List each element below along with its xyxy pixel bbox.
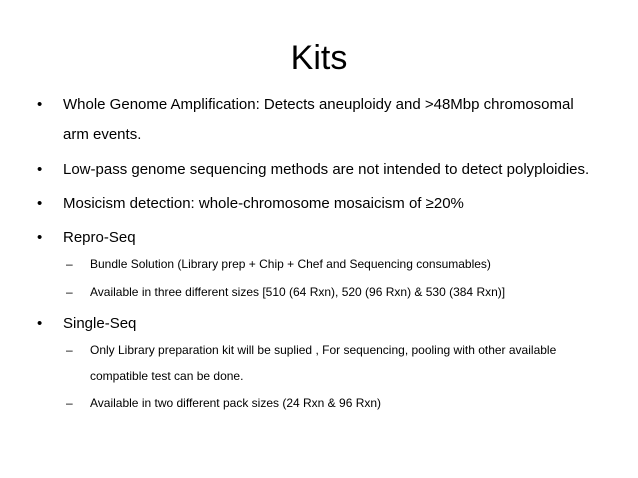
bullet-marker: • (37, 195, 43, 212)
sub-bullet-marker: – (66, 343, 73, 357)
bullet-text: Whole Genome Amplification: Detects aneuploidy and >48Mbp chromosomal arm events. (63, 96, 574, 143)
bullet-text: Repro-Seq (63, 229, 136, 246)
sub-bullet-marker: – (66, 285, 73, 299)
bullet-marker: • (37, 161, 43, 178)
bullet-marker: • (37, 229, 43, 246)
slide-title: Kits (290, 39, 348, 77)
bullet-text: Single-Seq (63, 315, 137, 332)
sub-bullet-text: Bundle Solution (Library prep + Chip + Chef and Sequencing consumables) (90, 257, 491, 271)
bullet-text: Low-pass genome sequencing methods are not intended to detect polyploidies. (63, 161, 590, 178)
sub-bullet-text: Available in two different pack sizes (24 Rxn & 96 Rxn) (90, 396, 382, 410)
sub-bullet-marker: – (66, 257, 73, 271)
sub-bullet-text: Only Library preparation kit will be suplied , For sequencing, pooling with other available compatible test can be done. (90, 343, 557, 383)
bullet-marker: • (37, 96, 43, 113)
sub-bullet-text: Available in three different sizes [510 (64 Rxn), 520 (96 Rxn) & 530 (384 Rxn)] (90, 285, 506, 299)
bullet-marker: • (37, 315, 43, 332)
sub-bullet-marker: – (66, 396, 73, 410)
bullet-text: Mosicism detection: whole-chromosome mosaicism of ≥20% (63, 195, 464, 212)
